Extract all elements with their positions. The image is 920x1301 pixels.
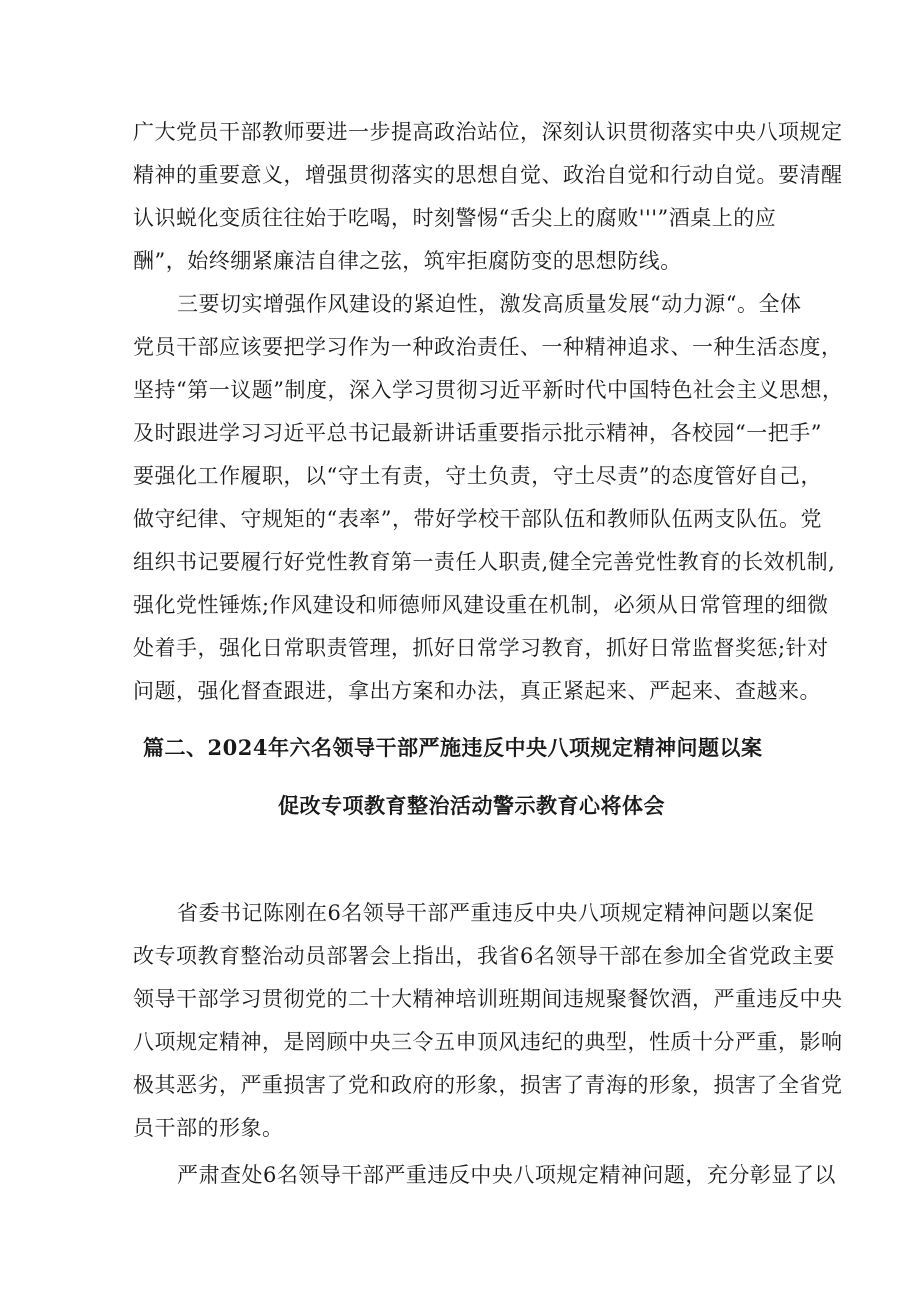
paragraph-2-line-9: 处着手，强化日常职责管理，抓好日常学习教育，抓好日常监督奖惩;针对: [133, 636, 829, 660]
paragraph-3-line-4: 八项规定精神，是罔顾中央三令五申顶风违纪的典型，性质十分严重，影响: [133, 1030, 843, 1054]
paragraph-2-line-2: 党员干部应该要把学习作为一种政治责任、一种精神追求、一种生活态度，: [133, 335, 843, 359]
paragraph-3-line-6: 员干部的形象。: [133, 1116, 284, 1140]
paragraph-4-line-1: 严肃查处6名领导干部严重违反中央八项规定精神问题，充分彰显了以: [177, 1163, 836, 1187]
paragraph-1-line-3: 认识蜕化变质往往始于吃喝，时刻警惕“舌尖上的腐败'''”酒桌上的应: [133, 206, 777, 230]
paragraph-2-line-1: 三要切实增强作风建设的紧迫性，激发高质量发展“动力源“。全体: [177, 292, 802, 316]
paragraph-3-line-5: 极其恶劣，严重损害了党和政府的形象，损害了青海的形象，损害了全省党: [133, 1073, 843, 1097]
paragraph-1-line-2: 精神的重要意义，增强贯彻落实的思想自觉、政治自觉和行动自觉。要清醒: [133, 163, 843, 187]
paragraph-1-line-4: 酬”，始终绷紧廉洁自律之弦，筑牢拒腐防变的思想防线。: [133, 249, 682, 273]
paragraph-2-line-7: 组织书记要履行好党性教育第一责任人职责,健全完善党性教育的长效机制,: [133, 550, 836, 574]
paragraph-3-line-3: 领导干部学习贯彻党的二十大精神培训班期间违规聚餐饮酒，严重违反中央: [133, 987, 843, 1011]
paragraph-2-line-4: 及时跟进学习习近平总书记最新讲话重要指示批示精神，各校园“一把手”: [133, 421, 822, 445]
paragraph-3-line-1: 省委书记陈刚在6名领导干部严重违反中央八项规定精神问题以案促: [177, 901, 815, 925]
paragraph-3-line-2: 改专项教育整治动员部署会上指出，我省6名领导干部在参加全省党政主要: [133, 944, 835, 968]
paragraph-2-line-8: 强化党性锤炼;作风建设和师德师风建设重在机制，必须从日常管理的细微: [133, 593, 829, 617]
section-title-line-1: 篇二、2024年六名领导干部严施违反中央八项规定精神问题以案: [143, 735, 763, 760]
paragraph-2-line-3: 坚持“第一议题”制度，深入学习贯彻习近平新时代中国特色社会主义思想，: [133, 378, 844, 402]
paragraph-2-line-10: 问题，强化督查跟进，拿出方案和办法，真正紧起来、严起来、查越来。: [133, 679, 821, 703]
section-title-line-2: 促改专项教育整治活动警示教育心将体会: [278, 793, 665, 818]
paragraph-2-line-6: 做守纪律、守规矩的“表率”，带好学校干部队伍和教师队伍两支队伍。党: [133, 507, 822, 531]
paragraph-2-line-5: 要强化工作履职，以“守土有责，守土负责，守土尽责”的态度管好自己，: [133, 464, 822, 488]
paragraph-1-line-1: 广大党员干部教师要进一步提高政治站位，深刻认识贯彻落实中央八项规定: [133, 120, 843, 144]
